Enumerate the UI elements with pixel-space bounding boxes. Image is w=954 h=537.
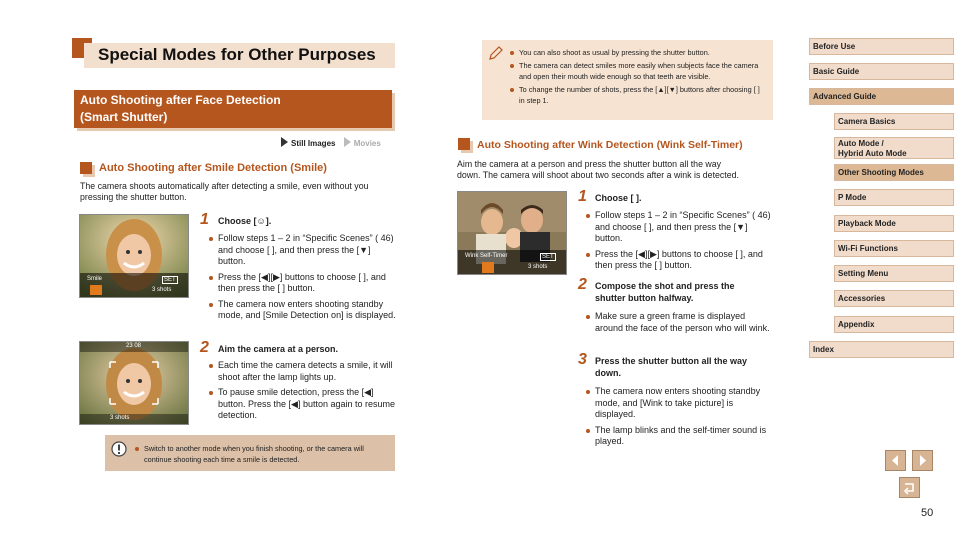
set-icon: SET	[164, 277, 176, 283]
nav-camera-basics[interactable]: Camera Basics	[834, 113, 954, 130]
smile-heading-square	[80, 162, 92, 174]
smile-detect-photo	[79, 341, 189, 425]
smile-intro-line2: pressing the shutter button.	[80, 192, 187, 202]
nav-index[interactable]: Index	[809, 341, 954, 358]
smile-detect-shots: 3 shots	[110, 415, 130, 421]
list-item: Each time the camera detects a smile, it will shoot after the lamp lights up.	[209, 360, 399, 383]
wink-photo-shots: 3 shots	[528, 264, 548, 270]
smile-detect-image	[80, 342, 188, 424]
wink-step3-list	[586, 386, 776, 452]
list-item: The camera can detect smiles more easily when subjects face the camera and open their mouth wide enough so that teeth are visible.	[510, 60, 765, 83]
page-title: Special Modes for Other Purposes	[98, 45, 376, 64]
step-number: 3	[578, 351, 587, 368]
step-title-line1: Press the shutter button all the way	[595, 356, 748, 366]
list-item: The camera now enters shooting standby mode, and [Wink to take picture] is displayed.	[586, 386, 776, 421]
wink-intro-line2: down. The camera will shoot about two seconds after a wink is detected.	[457, 170, 739, 180]
nav-basic-guide[interactable]: Basic Guide	[809, 63, 954, 80]
step-title	[595, 355, 747, 379]
smile-mode-icon: ☺	[256, 216, 266, 226]
wink-screen-photo	[457, 191, 567, 275]
smile-photo-shots: 3 shots	[152, 287, 172, 293]
wink-photo-label: Wink Self-Timer	[465, 253, 508, 259]
step-number: 1	[578, 188, 587, 205]
step-title-line1: Compose the shot and press the	[595, 281, 735, 291]
page-number: 50	[921, 507, 934, 519]
smile-photo-image	[80, 215, 188, 297]
step-number: 2	[200, 339, 209, 356]
step-title-line2: down.	[595, 368, 621, 378]
return-button[interactable]	[899, 477, 920, 498]
smile-step2-list	[209, 360, 399, 426]
list-item: Switch to another mode when you finish shooting, or the camera will continue shooting each time a smile is detected.	[135, 443, 387, 465]
nav-advanced-guide[interactable]: Advanced Guide	[809, 88, 954, 105]
warning-icon	[111, 441, 127, 457]
step-title-text: Choose [	[218, 216, 257, 226]
wink-intro-line1: Aim the camera at a person and press the shutter button all the way	[457, 159, 722, 169]
nav-other-shooting-modes[interactable]: Other Shooting Modes	[834, 164, 954, 181]
section-heading	[74, 90, 392, 128]
note-list	[510, 47, 765, 108]
step-title	[595, 280, 735, 304]
note-box	[482, 40, 773, 120]
prev-page-button[interactable]	[885, 450, 906, 471]
smile-step1-list	[209, 233, 399, 326]
wink-step2-list	[586, 311, 771, 338]
arrow-right-icon	[913, 451, 932, 470]
nav-auto-mode-line1: Auto Mode /	[838, 139, 884, 148]
return-icon	[900, 478, 919, 497]
nav-accessories[interactable]: Accessories	[834, 290, 954, 307]
nav-wifi-functions[interactable]: Wi-Fi Functions	[834, 240, 954, 257]
pencil-icon	[487, 44, 503, 62]
list-item: Press the [◀][▶] buttons to choose [ ], and then press the [ ] button.	[209, 272, 399, 295]
list-item: Press the [◀][▶] buttons to choose [ ], and then press the [ ] button.	[586, 249, 771, 272]
warning-list	[135, 443, 387, 469]
warning-box	[105, 435, 395, 471]
list-item: To change the number of shots, press the [▲][▼] buttons after choosing [ ] in step 1.	[510, 84, 765, 107]
arrow-left-icon	[886, 451, 905, 470]
smile-detect-time: 23 08	[126, 343, 142, 349]
nav-auto-mode[interactable]	[834, 137, 954, 159]
list-item: The lamp blinks and the self-timer sound is played.	[586, 425, 776, 448]
mode-tabs	[281, 137, 381, 148]
list-item: Make sure a green frame is displayed around the face of the person who will wink.	[586, 311, 771, 334]
list-item: Follow steps 1 – 2 in “Specific Scenes” ( 46) and choose [ ], and then press the [▼] button.	[209, 233, 399, 268]
nav-before-use[interactable]: Before Use	[809, 38, 954, 55]
list-item: To pause smile detection, press the [◀] button. Press the [◀] button again to resume detection.	[209, 387, 399, 422]
section-title-line2: (Smart Shutter)	[80, 110, 168, 124]
step-number: 2	[578, 276, 587, 293]
step-title: Aim the camera at a person.	[218, 344, 339, 354]
section-title-line1: Auto Shooting after Face Detection	[80, 93, 281, 107]
wink-photo-image	[458, 192, 566, 274]
movies-arrow-icon	[344, 137, 351, 147]
step-title: Choose [ ].	[595, 193, 642, 203]
list-item: Follow steps 1 – 2 in “Specific Scenes” ( 46) and choose [ ], and then press the [▼] button.	[586, 210, 771, 245]
wink-step1-list	[586, 210, 771, 276]
still-images-tab[interactable]: Still Images	[291, 139, 336, 148]
step-title-line2: shutter button halfway.	[595, 293, 694, 303]
step-number: 1	[200, 211, 209, 228]
smile-intro-line1: The camera shoots automatically after detecting a smile, even without you	[80, 181, 369, 191]
smile-screen-photo	[79, 214, 189, 298]
movies-tab[interactable]: Movies	[353, 139, 381, 148]
nav-appendix[interactable]: Appendix	[834, 316, 954, 333]
nav-setting-menu[interactable]: Setting Menu	[834, 265, 954, 282]
set-icon: SET	[542, 254, 554, 260]
wink-heading: Auto Shooting after Wink Detection (Wink Self-Timer)	[477, 139, 743, 151]
smile-intro	[80, 181, 400, 203]
step-title	[218, 215, 271, 227]
smile-heading: Auto Shooting after Smile Detection (Smile)	[99, 162, 327, 174]
wink-intro	[457, 159, 777, 181]
wink-heading-square	[458, 138, 470, 150]
nav-p-mode[interactable]: P Mode	[834, 189, 954, 206]
smile-photo-label: Smile	[87, 276, 103, 282]
step-title-end: ].	[265, 216, 272, 226]
list-item: The camera now enters shooting standby mode, and [Smile Detection on] is displayed.	[209, 299, 399, 322]
nav-auto-mode-line2: Hybrid Auto Mode	[838, 149, 907, 158]
nav-playback-mode[interactable]: Playback Mode	[834, 215, 954, 232]
next-page-button[interactable]	[912, 450, 933, 471]
list-item: You can also shoot as usual by pressing the shutter button.	[510, 47, 765, 59]
still-images-arrow-icon	[281, 137, 288, 147]
